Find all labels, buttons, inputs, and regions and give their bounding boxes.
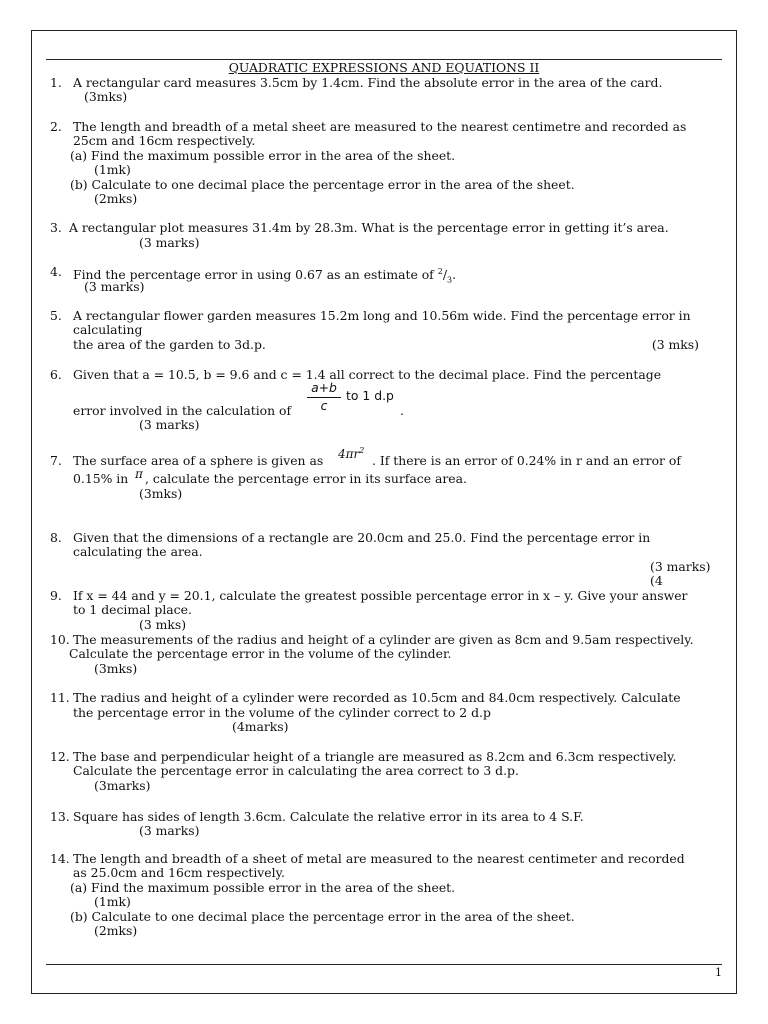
q9-line1: If x = 44 and y = 20.1, calculate the greatest possible percentage error in x – y. Give your answer bbox=[73, 588, 688, 603]
q5-marks: (3 mks) bbox=[651, 337, 699, 352]
q10-number: 10. bbox=[50, 632, 70, 647]
q9-marks: (3 mks) bbox=[139, 617, 187, 632]
q4-marks: (3 marks) bbox=[84, 279, 145, 294]
q2-part-b-marks: (2mks) bbox=[94, 191, 138, 206]
q1-text: A rectangular card measures 3.5cm by 1.4cm. Find the absolute error in the area of the card. bbox=[73, 75, 663, 90]
q13-marks: (3 marks) bbox=[139, 823, 200, 838]
q13-number: 13. bbox=[50, 809, 70, 824]
q10-line1: The measurements of the radius and height of a cylinder are given as 8cm and 9.5am respectively. bbox=[73, 632, 694, 647]
q6-fraction-suffix: to 1 d.p bbox=[346, 388, 394, 403]
q6-line2: error involved in the calculation of bbox=[73, 403, 292, 418]
q7-line1b: . If there is an error of 0.24% in r and an error of bbox=[372, 453, 681, 468]
page-border bbox=[31, 30, 737, 994]
page-title: QUADRATIC EXPRESSIONS AND EQUATIONS II bbox=[228, 60, 540, 75]
q7-marks: (3mks) bbox=[139, 486, 183, 501]
q7-formula-body: 4πr bbox=[338, 447, 360, 461]
q2-number: 2. bbox=[50, 119, 62, 134]
q1-marks: (3mks) bbox=[84, 89, 128, 104]
q3-text: A rectangular plot measures 31.4m by 28.3m. What is the percentage error in getting it’s area. bbox=[69, 220, 669, 235]
q4-fraction-numerator: 2 bbox=[437, 267, 443, 276]
q12-line2: Calculate the percentage error in calculating the area correct to 3 d.p. bbox=[73, 763, 519, 778]
q5-line3: the area of the garden to 3d.p. bbox=[73, 337, 266, 352]
q7-formula bbox=[338, 446, 364, 461]
q13-text: Square has sides of length 3.6cm. Calculate the relative error in its area to 4 S.F. bbox=[73, 809, 584, 824]
q7-line2a: 0.15% in bbox=[73, 471, 129, 486]
q5-line2: calculating bbox=[73, 322, 143, 337]
q7-pi-symbol: π bbox=[135, 467, 143, 481]
q11-number: 11. bbox=[50, 690, 70, 705]
q8-number: 8. bbox=[50, 530, 62, 545]
q8-marks: (3 marks) bbox=[650, 559, 711, 574]
q14-part-b: (b) Calculate to one decimal place the percentage error in the area of the sheet. bbox=[70, 909, 575, 924]
footer-rule bbox=[46, 964, 722, 965]
q9-number: 9. bbox=[50, 588, 62, 603]
q6-number: 6. bbox=[50, 367, 62, 382]
q2-part-a-marks: (1mk) bbox=[94, 162, 131, 177]
q3-number: 3. bbox=[50, 220, 62, 235]
q3-marks: (3 marks) bbox=[139, 235, 200, 250]
q11-line2: the percentage error in the volume of the cylinder correct to 2 d.p bbox=[73, 705, 491, 720]
q6-marks: (3 marks) bbox=[139, 417, 200, 432]
q4-fraction-denominator: 3 bbox=[447, 275, 453, 285]
q5-number: 5. bbox=[50, 308, 62, 323]
q6-line1: Given that a = 10.5, b = 9.6 and c = 1.4 all correct to the decimal place. Find the percentage bbox=[73, 367, 662, 382]
q14-part-a: (a) Find the maximum possible error in the area of the sheet. bbox=[70, 880, 456, 895]
q14-part-a-marks: (1mk) bbox=[94, 894, 131, 909]
q14-number: 14. bbox=[50, 851, 70, 866]
q1-number: 1. bbox=[50, 75, 62, 90]
q10-marks: (3mks) bbox=[94, 661, 138, 676]
q14-part-b-marks: (2mks) bbox=[94, 923, 138, 938]
q7-line2b: , calculate the percentage error in its surface area. bbox=[145, 471, 467, 486]
q11-line1: The radius and height of a cylinder were recorded as 10.5cm and 84.0cm respectively. Calculate bbox=[73, 690, 681, 705]
q7-formula-exponent: 2 bbox=[359, 446, 365, 455]
q7-number: 7. bbox=[50, 453, 62, 468]
q2-part-a: (a) Find the maximum possible error in the area of the sheet. bbox=[70, 148, 456, 163]
q11-marks: (4marks) bbox=[232, 719, 289, 734]
q8-line1: Given that the dimensions of a rectangle are 20.0cm and 25.0. Find the percentage error in bbox=[73, 530, 651, 545]
q8-stray-marks: (4 bbox=[650, 573, 663, 588]
q2-part-b: (b) Calculate to one decimal place the percentage error in the area of the sheet. bbox=[70, 177, 575, 192]
q9-line2: to 1 decimal place. bbox=[73, 602, 192, 617]
q8-line2: calculating the area. bbox=[73, 544, 203, 559]
q14-line2: as 25.0cm and 16cm respectively. bbox=[73, 865, 285, 880]
q2-line1: The length and breadth of a metal sheet are measured to the nearest centimetre and recorded as bbox=[73, 119, 687, 134]
page-number: 1 bbox=[715, 966, 722, 979]
q14-line1: The length and breadth of a sheet of metal are measured to the nearest centimeter and recorded bbox=[73, 851, 685, 866]
q10-line2: Calculate the percentage error in the volume of the cylinder. bbox=[69, 646, 452, 661]
q12-marks: (3marks) bbox=[94, 778, 151, 793]
q12-line1: The base and perpendicular height of a triangle are measured as 8.2cm and 6.3cm respectively. bbox=[73, 749, 677, 764]
q4-text-body: Find the percentage error in using 0.67 as an estimate of bbox=[73, 267, 438, 283]
q2-line2: 25cm and 16cm respectively. bbox=[73, 133, 256, 148]
q6-fraction-denominator: c bbox=[320, 398, 328, 413]
q6-period: . bbox=[400, 403, 404, 418]
q6-fraction-numerator: a+b bbox=[311, 380, 337, 395]
q4-number: 4. bbox=[50, 264, 62, 279]
q12-number: 12. bbox=[50, 749, 70, 764]
q5-line1: A rectangular flower garden measures 15.2m long and 10.56m wide. Find the percentage error in bbox=[73, 308, 691, 323]
q7-line1a: The surface area of a sphere is given as bbox=[73, 453, 324, 468]
q4-text: Find the percentage error in using 0.67 as an estimate of $^2/_3$. bbox=[73, 267, 457, 285]
